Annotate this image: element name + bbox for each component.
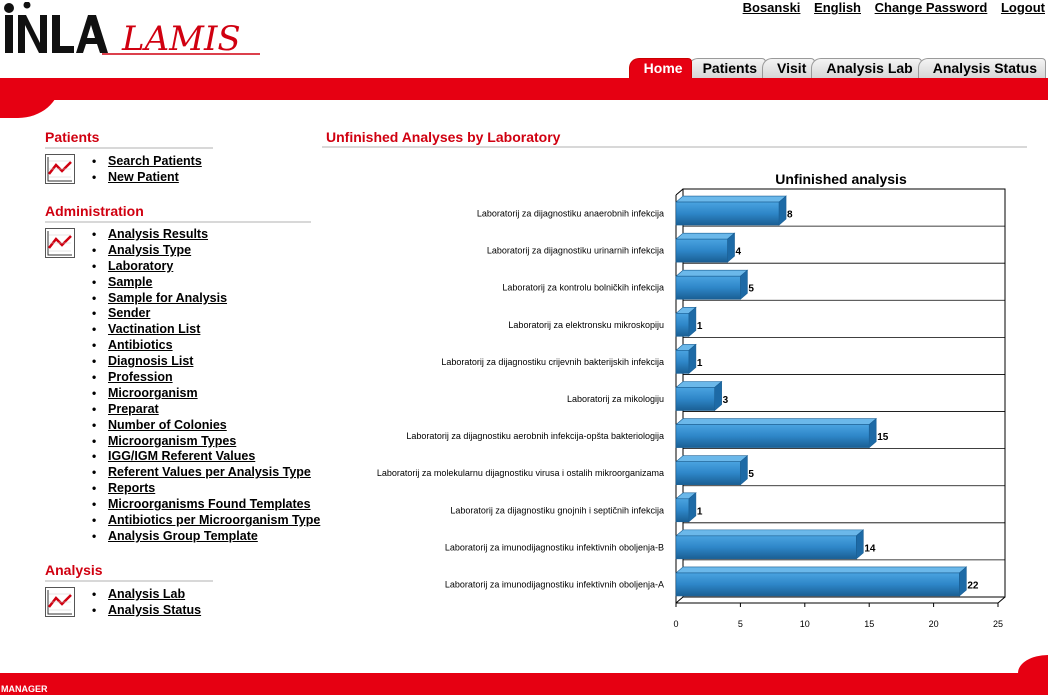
data-label: 15 <box>877 432 889 444</box>
category-label: Laboratorij za mikologiju <box>566 394 664 404</box>
category-label: Laboratorij za dijagnostiku crijevnih bakterijskih infekcija <box>441 356 664 367</box>
user-role: MANAGER <box>1 684 48 694</box>
category-label: Laboratorij za molekularnu dijagnostiku virusa i ostalih mikroorganizama <box>376 468 664 479</box>
menu-sender[interactable]: Sender <box>108 306 151 321</box>
x-tick-label: 0 <box>673 619 679 629</box>
menu-vactination-list[interactable]: Vactination List <box>108 322 201 337</box>
sidebar-heading-patients: Patients <box>45 129 213 149</box>
link-english[interactable]: English <box>814 0 861 15</box>
menu-analysis-group-template[interactable]: Analysis Group Template <box>108 528 258 543</box>
link-bosanski[interactable]: Bosanski <box>742 0 801 15</box>
x-tick-label: 20 <box>928 619 939 629</box>
data-label: 5 <box>748 283 754 295</box>
bar <box>676 202 779 225</box>
chart-title: Unfinished analysis <box>775 171 907 187</box>
data-label: 22 <box>967 580 979 592</box>
bar <box>676 462 740 485</box>
bar <box>676 536 856 559</box>
data-label: 1 <box>696 320 703 332</box>
menu-analysis-results[interactable]: Analysis Results <box>108 227 209 241</box>
menu-sample-for-analysis[interactable]: Sample for Analysis <box>108 290 228 305</box>
menu-microorganism[interactable]: Microorganism <box>108 385 198 400</box>
x-tick-label: 5 <box>737 619 743 629</box>
menu-antibiotics-per-microorganism-type[interactable]: Antibiotics per Microorganism Type <box>108 513 321 528</box>
data-label: 5 <box>748 469 754 481</box>
tab-patients[interactable]: Patients <box>688 58 766 78</box>
bar-top <box>676 233 735 239</box>
menu-laboratory[interactable]: Laboratory <box>108 258 174 273</box>
bar <box>676 276 740 299</box>
menu-new-patient[interactable]: New Patient <box>108 169 179 184</box>
bar-top <box>676 567 966 573</box>
data-label: 1 <box>696 357 703 369</box>
bar-top <box>676 419 876 425</box>
category-label: Laboratorij za kontrolu bolničkih infekcija <box>502 282 664 293</box>
menu-search-patients[interactable]: Search Patients <box>108 154 202 168</box>
menu-profession[interactable]: Profession <box>108 370 173 385</box>
bar-top <box>676 382 722 388</box>
category-label: Laboratorij za elektronsku mikroskopiju <box>508 319 664 330</box>
menu-diagnosis-list[interactable]: Diagnosis List <box>108 354 194 369</box>
x-tick-label: 25 <box>992 619 1004 629</box>
category-label: Laboratorij za dijagnostiku aerobnih infekcija-opšta bakteriologija <box>406 431 664 442</box>
data-label: 8 <box>787 209 793 221</box>
menu-reports[interactable]: Reports <box>108 481 156 496</box>
x-tick-label: 15 <box>864 619 875 629</box>
tab-home[interactable]: Home <box>629 58 692 78</box>
bar <box>676 388 715 411</box>
menu-referent-values-per-analysis-type[interactable]: Referent Values per Analysis Type <box>108 465 311 480</box>
category-label: Laboratorij za dijagnostiku urinarnih infekcija <box>486 245 664 256</box>
data-label: 1 <box>696 506 703 518</box>
page-title: Unfinished Analyses by Laboratory <box>326 129 561 145</box>
footer-bar <box>0 673 1048 695</box>
link-logout[interactable]: Logout <box>1000 0 1045 15</box>
menu-igg-igm-referent-values[interactable]: IGG/IGM Referent Values <box>108 449 256 464</box>
tab-visit[interactable]: Visit <box>762 58 815 78</box>
sidebar-heading-analysis: Analysis <box>45 562 213 582</box>
bar-top <box>676 196 786 202</box>
bar <box>676 425 869 448</box>
logo-script: LAMIS <box>122 19 241 59</box>
category-label: Laboratorij za imunodijagnostiku infektivnih obolјenja-B <box>444 542 664 553</box>
menu-number-of-colonies[interactable]: Number of Colonies <box>108 417 227 432</box>
bar <box>676 499 689 522</box>
bar <box>676 350 689 373</box>
menu-antibiotics[interactable]: Antibiotics <box>108 338 173 353</box>
tab-analysis-status[interactable]: Analysis Status <box>918 58 1046 78</box>
menu-analysis-lab[interactable]: Analysis Lab <box>108 587 186 601</box>
bar-top <box>676 456 747 462</box>
bar-top <box>676 530 863 536</box>
menu-microorganism-types[interactable]: Microorganism Types <box>108 433 237 448</box>
category-label: Laboratorij za imunodijagnostiku infektivnih obolјenja-A <box>444 579 664 590</box>
data-label: 4 <box>735 246 742 258</box>
link-change-password[interactable]: Change Password <box>874 0 988 15</box>
x-tick-label: 10 <box>799 619 810 629</box>
menu-microorganisms-found-templates[interactable]: Microorganisms Found Templates <box>108 497 311 512</box>
category-label: Laboratorij za dijagnostiku anaerobnih infekcija <box>476 208 664 219</box>
sidebar-heading-administration: Administration <box>45 203 311 223</box>
data-label: 3 <box>722 395 729 406</box>
tab-analysis-lab[interactable]: Analysis Lab <box>811 58 921 78</box>
bar <box>676 573 959 596</box>
data-label: 14 <box>864 543 876 555</box>
bar <box>676 239 728 262</box>
bar <box>676 313 689 336</box>
menu-preparat[interactable]: Preparat <box>108 401 159 416</box>
menu-sample[interactable]: Sample <box>108 274 153 289</box>
menu-analysis-type[interactable]: Analysis Type <box>108 242 192 257</box>
category-label: Laboratorij za dijagnostiku gnojnih i septičnih infekcija <box>450 505 664 516</box>
menu-analysis-status[interactable]: Analysis Status <box>108 602 202 617</box>
bar-top <box>676 270 747 276</box>
